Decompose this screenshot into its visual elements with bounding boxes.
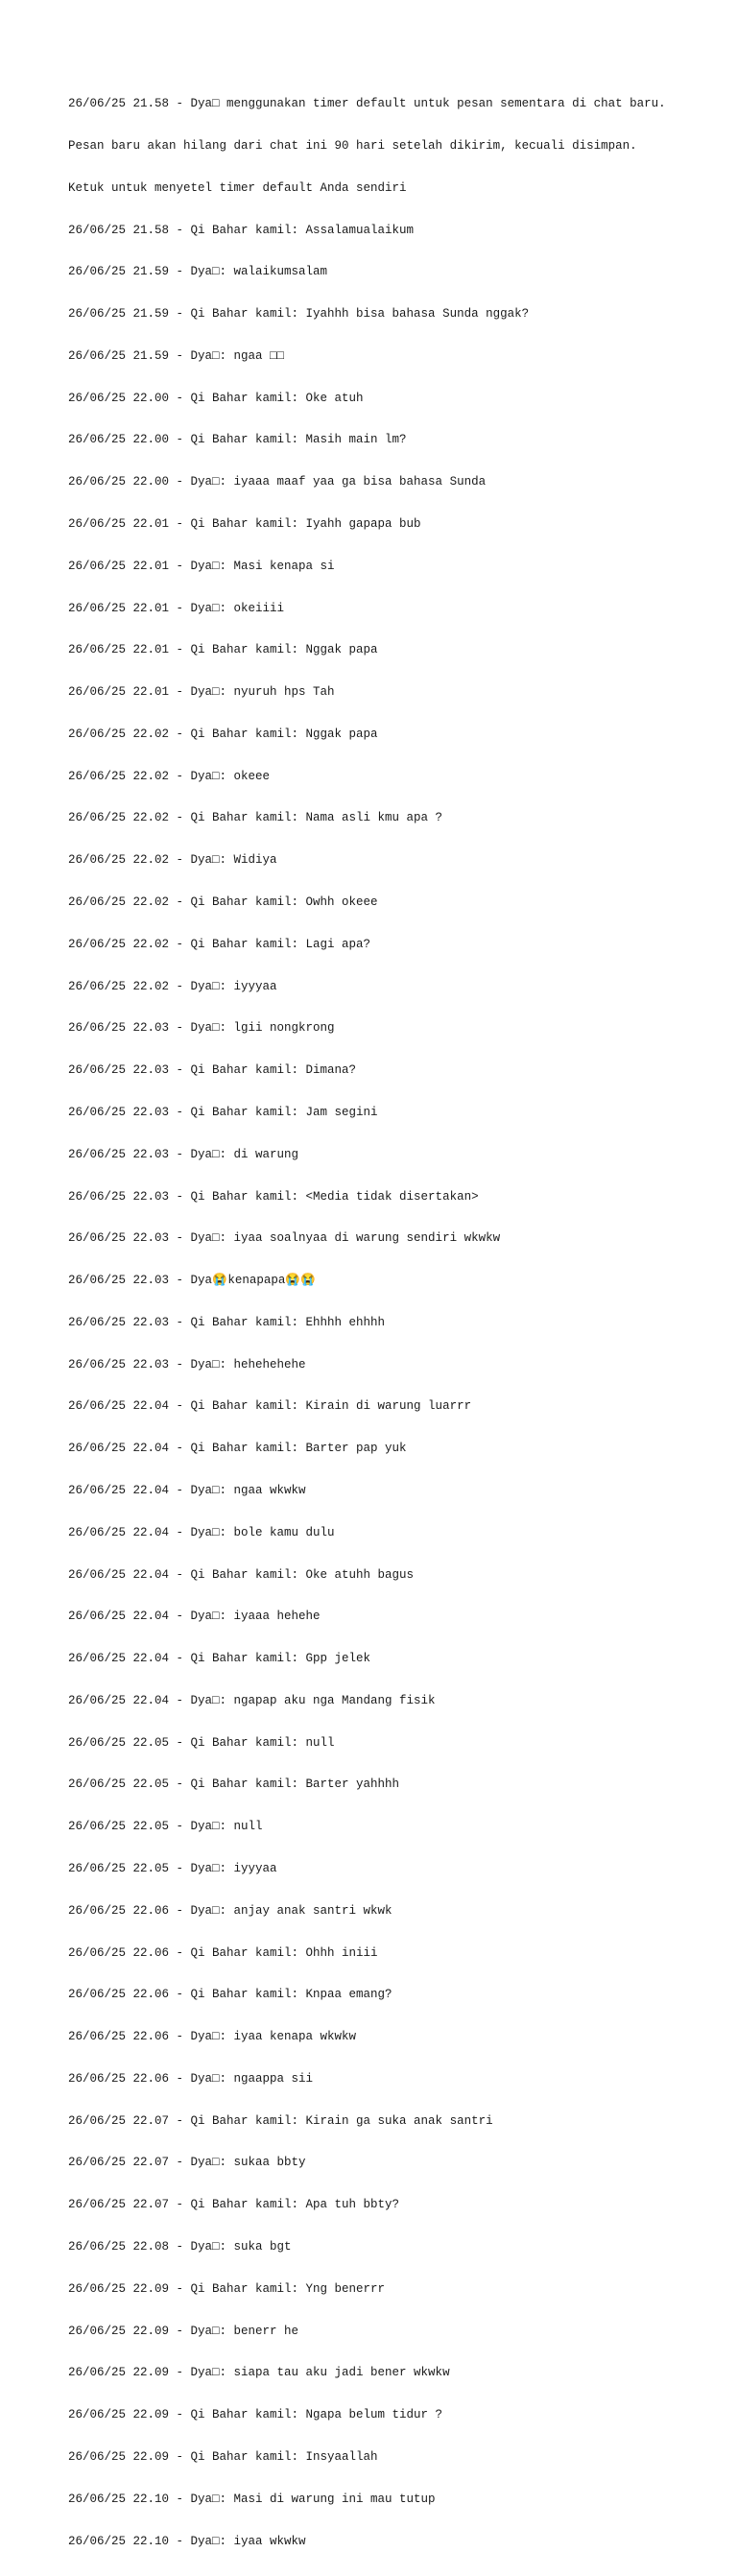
chat-line: 26/06/25 22.09 - Qi Bahar kamil: Ngapa belum tidur ? <box>68 2408 443 2422</box>
chat-line: 26/06/25 22.06 - Dya□: ngaappa sii <box>68 2071 314 2086</box>
chat-line: 26/06/25 22.02 - Dya□: Widiya <box>68 853 277 868</box>
chat-line: 26/06/25 22.04 - Qi Bahar kamil: Barter pap yuk <box>68 1442 407 1456</box>
chat-line: 26/06/25 22.01 - Qi Bahar kamil: Iyahh gapapa bub <box>68 517 421 531</box>
chat-line: 26/06/25 22.03 - Qi Bahar kamil: Ehhhh ehhhh <box>68 1315 386 1329</box>
chat-line: 26/06/25 22.05 - Dya□: null <box>68 1820 263 1834</box>
chat-line: 26/06/25 22.10 - Dya□: Masi di warung ini mau tutup <box>68 2492 436 2506</box>
chat-line: 26/06/25 21.58 - Qi Bahar kamil: Assalamualaikum <box>68 223 415 237</box>
chat-line: 26/06/25 22.04 - Dya□: ngaa wkwkw <box>68 1483 306 1497</box>
chat-line: 26/06/25 22.06 - Dya□: iyaa kenapa wkwkw <box>68 2030 357 2044</box>
chat-line: 26/06/25 22.03 - Dya□: di warung <box>68 1147 299 1161</box>
chat-line: 26/06/25 22.01 - Dya□: okeiiii <box>68 601 285 615</box>
chat-line: 26/06/25 22.02 - Dya□: iyyyaa <box>68 979 277 993</box>
chat-line: 26/06/25 22.05 - Dya□: iyyyaa <box>68 1862 277 1875</box>
chat-line: 26/06/25 22.02 - Qi Bahar kamil: Lagi apa? <box>68 937 371 951</box>
chat-line: 26/06/25 22.01 - Dya□: nyuruh hps Tah <box>68 685 335 700</box>
chat-line: 26/06/25 22.04 - Dya□: bole kamu dulu <box>68 1525 335 1539</box>
chat-log <box>68 69 701 2576</box>
chat-line: 26/06/25 22.09 - Qi Bahar kamil: Yng benerrr <box>68 2281 386 2296</box>
chat-line: 26/06/25 22.02 - Qi Bahar kamil: Owhh okeee <box>68 895 378 910</box>
chat-line: 26/06/25 22.06 - Qi Bahar kamil: Knpaa emang? <box>68 1988 392 2002</box>
chat-line: 26/06/25 22.04 - Qi Bahar kamil: Oke atuhh bagus <box>68 1567 415 1582</box>
chat-line: Ketuk untuk menyetel timer default Anda sendiri <box>68 180 407 195</box>
chat-line: 26/06/25 22.06 - Dya□: anjay anak santri wkwk <box>68 1903 392 1918</box>
chat-line: 26/06/25 22.01 - Qi Bahar kamil: Nggak papa <box>68 643 378 657</box>
chat-line: 26/06/25 22.03 - Dya□: lgii nongkrong <box>68 1021 335 1036</box>
chat-line: 26/06/25 22.00 - Dya□: iyaaa maaf yaa ga bisa bahasa Sunda <box>68 475 487 489</box>
chat-line: 26/06/25 22.08 - Dya□: suka bgt <box>68 2240 292 2254</box>
chat-line: 26/06/25 22.04 - Dya□: iyaaa hehehe <box>68 1610 321 1624</box>
chat-line: 26/06/25 22.00 - Qi Bahar kamil: Masih main lm? <box>68 433 407 447</box>
chat-line: 26/06/25 22.03 - Qi Bahar kamil: Dimana? <box>68 1063 357 1078</box>
chat-line: 26/06/25 22.00 - Qi Bahar kamil: Oke atuh <box>68 391 364 405</box>
chat-line: Pesan baru akan hilang dari chat ini 90 hari setelah dikirim, kecuali disimpan. <box>68 138 637 153</box>
chat-line: 26/06/25 22.07 - Qi Bahar kamil: Apa tuh bbty? <box>68 2198 400 2212</box>
chat-line: 26/06/25 22.09 - Dya□: siapa tau aku jadi bener wkwkw <box>68 2366 450 2380</box>
chat-line: 26/06/25 22.05 - Qi Bahar kamil: Barter yahhhh <box>68 1777 400 1792</box>
chat-line: 26/06/25 21.59 - Qi Bahar kamil: Iyahhh bisa bahasa Sunda nggak? <box>68 307 530 322</box>
chat-line: 26/06/25 22.06 - Qi Bahar kamil: Ohhh iniii <box>68 1945 378 1960</box>
chat-line: 26/06/25 21.59 - Dya□: ngaa □□ <box>68 348 285 363</box>
chat-line: 26/06/25 22.02 - Qi Bahar kamil: Nggak papa <box>68 727 378 741</box>
chat-line: 26/06/25 22.04 - Qi Bahar kamil: Kirain di warung luarrr <box>68 1399 472 1414</box>
chat-line: 26/06/25 21.59 - Dya□: walaikumsalam <box>68 265 328 279</box>
chat-line: 26/06/25 21.58 - Dya□ menggunakan timer default untuk pesan sementara di chat baru. <box>68 97 666 111</box>
chat-line: 26/06/25 22.07 - Dya□: sukaa bbty <box>68 2156 306 2170</box>
chat-line: 26/06/25 22.09 - Dya□: benerr he <box>68 2324 299 2338</box>
chat-line: 26/06/25 22.10 - Dya□: iyaa wkwkw <box>68 2534 306 2548</box>
chat-line: 26/06/25 22.07 - Qi Bahar kamil: Kirain ga suka anak santri <box>68 2113 493 2128</box>
chat-line: 26/06/25 22.03 - Dya□: iyaa soalnyaa di warung sendiri wkwkw <box>68 1231 501 1246</box>
chat-line: 26/06/25 22.04 - Dya□: ngapap aku nga Mandang fisik <box>68 1693 436 1707</box>
chat-line: 26/06/25 22.03 - Qi Bahar kamil: <Media tidak disertakan> <box>68 1189 479 1204</box>
chat-line: 26/06/25 22.02 - Qi Bahar kamil: Nama asli kmu apa ? <box>68 811 443 825</box>
chat-line: 26/06/25 22.03 - Dya□: hehehehehe <box>68 1357 306 1371</box>
chat-line: 26/06/25 22.09 - Qi Bahar kamil: Insyaallah <box>68 2449 378 2464</box>
chat-line: 26/06/25 22.01 - Dya□: Masi kenapa si <box>68 559 335 573</box>
chat-line: 26/06/25 22.03 - Qi Bahar kamil: Jam segini <box>68 1105 378 1119</box>
chat-line: 26/06/25 22.03 - Dya😭 kenapapa😭😭 <box>68 1274 316 1288</box>
chat-line: 26/06/25 22.04 - Qi Bahar kamil: Gpp jelek <box>68 1652 371 1666</box>
chat-line: 26/06/25 22.05 - Qi Bahar kamil: null <box>68 1735 335 1750</box>
chat-line: 26/06/25 22.02 - Dya□: okeee <box>68 769 271 783</box>
